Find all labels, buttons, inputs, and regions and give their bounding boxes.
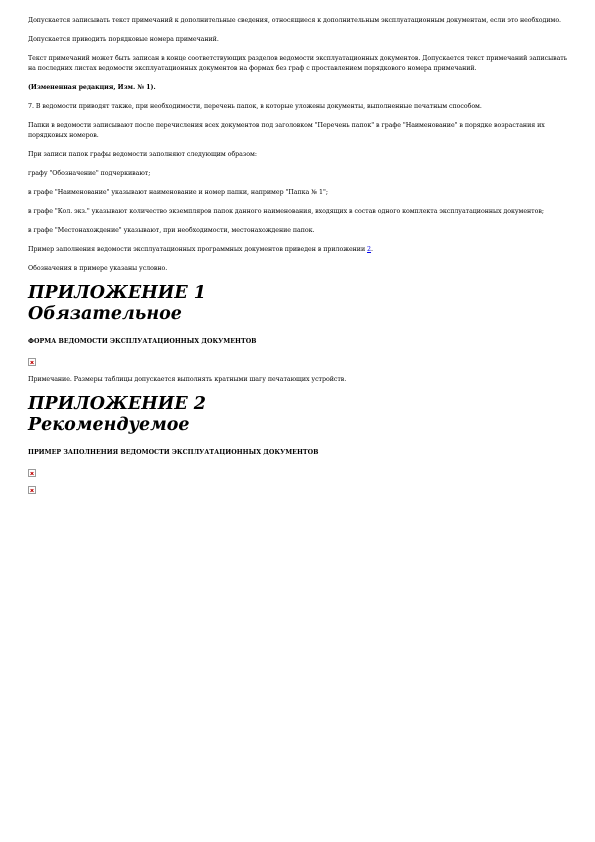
paragraph: При записи папок графы ведомости заполняют следующим образом: [28,151,257,158]
appendix-2-link[interactable]: 2 [367,246,372,253]
paragraph: в графе "Кол. экз." указывают количество экземпляров папок данного наименования, входящих в состав одного комплекта эксплуатационных документов; [28,208,544,215]
appendix-2-heading [28,394,568,436]
paragraph: 7. В ведомости приводят также, при необходимости, перечень папок, в которые уложены документы, выполненные печатным способом. [28,103,482,110]
paragraph: Обозначения в примере указаны условно. [28,265,168,272]
example-text: Пример заполнения ведомости эксплуатационных программных документов приведен в приложении [28,246,366,253]
paragraph: Допускается приводить порядковые номера примечаний. [28,36,219,43]
appendix-1-heading [28,283,568,325]
paragraph: Текст примечаний может быть записан в конце соответствующих разделов ведомости эксплуатационных документов. Допускается текст примечаний записывать на последних листах ведомости эксплуатационных документов на формах без граф с проставлением порядкового номера примечаний. [28,55,568,72]
revision-note: (Измененная редакция, Изм. № 1). [28,84,156,91]
appendix-2-subtitle: Рекомендуемое [28,415,190,435]
broken-image-icon [28,358,36,366]
appendix-1-title: ПРИЛОЖЕНИЕ 1 [28,283,206,303]
appendix-2-title: ПРИЛОЖЕНИЕ 2 [28,394,206,414]
example-reference [28,245,568,255]
appendix-1-subtitle: Обязательное [28,304,182,324]
paragraph: в графе "Наименование" указывают наименование и номер папки, например "Папка № 1"; [28,189,328,196]
paragraph: в графе "Местонахождение" указывают, при необходимости, местонахождение папок. [28,227,315,234]
paragraph: графу "Обозначение" подчеркивают; [28,170,151,177]
appendix-2-form-heading: ПРИМЕР ЗАПОЛНЕНИЯ ВЕДОМОСТИ ЭКСПЛУАТАЦИОННЫХ ДОКУМЕНТОВ [28,449,319,456]
appendix-1-form-heading: ФОРМА ВЕДОМОСТИ ЭКСПЛУАТАЦИОННЫХ ДОКУМЕНТОВ [28,338,257,345]
example-tail: . [371,246,373,253]
paragraph: Допускается записывать текст примечаний к дополнительные сведения, относящиеся к дополнительным эксплуатационным документам, если это необходимо. [28,17,562,24]
broken-image-icon [28,486,36,494]
broken-image-icon [28,469,36,477]
appendix-1-note: Примечание. Размеры таблицы допускается выполнять кратными шагу печатающих устройств. [28,376,347,383]
document-body [28,16,568,503]
paragraph: Папки в ведомости записывают после перечисления всех документов под заголовком "Перечень папок" в графе "Наименование" в порядке возрастания их порядковых номеров. [28,122,545,139]
